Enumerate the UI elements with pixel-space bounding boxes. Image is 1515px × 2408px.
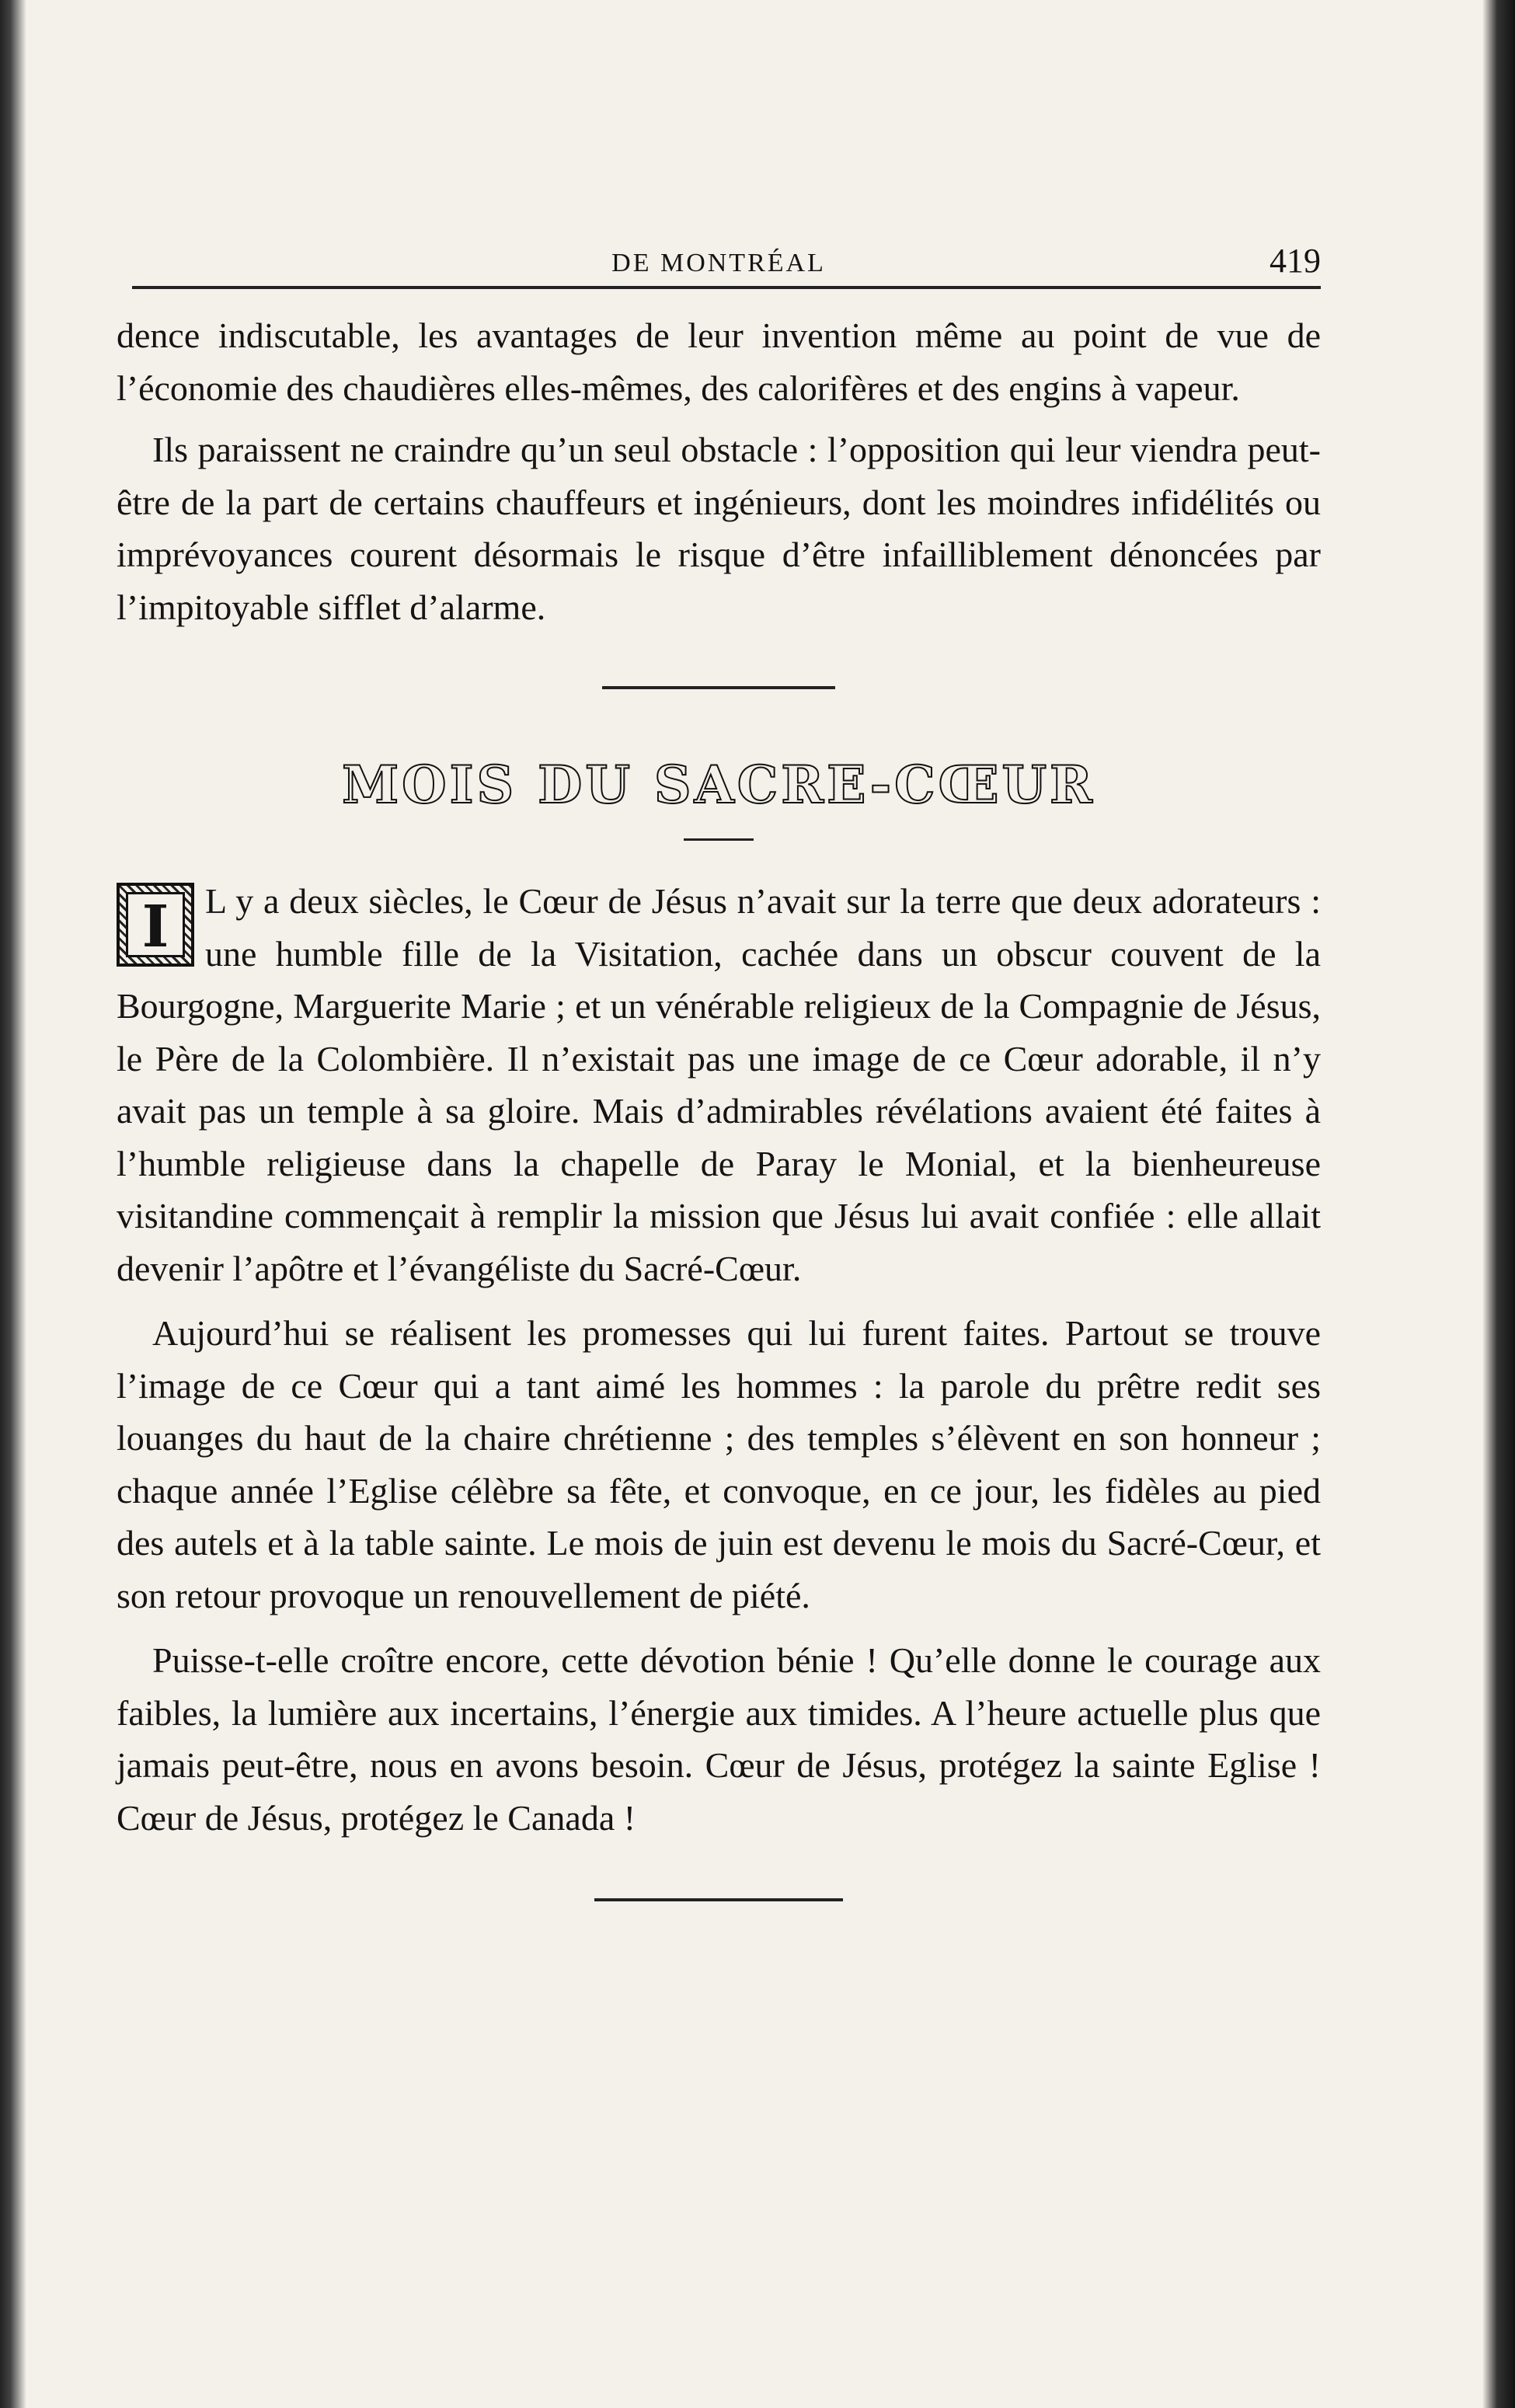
heading-rule	[684, 838, 754, 841]
scan-right-edge	[1482, 0, 1515, 2408]
page-number: 419	[1269, 242, 1321, 280]
section-paragraph-3: Puisse-t-elle croître encore, cette dévotion bénie ! Qu’elle donne le courage aux faibles, la lumière aux incertains, l’énergie aux timides. A l’heure actuelle plus que jamais peut-être, nous en avons besoin. Cœur de Jésus, protégez la sainte Eglise ! Cœur de Jésus, protégez le Canada !	[117, 1640, 1321, 1838]
section-heading: MOIS DU SACRE-CŒUR	[342, 754, 1095, 815]
section-paragraph-1: L y a deux siècles, le Cœur de Jésus n’avait sur la terre que deux adorateurs : une humble fille de la Visitation, cachée dans un obscur couvent de la Bourgogne, Marguerite Marie ; et un vénérable religieux de la Compagnie de Jésus, le Père de la Colombière. Il n’existait pas une image de ce Cœur adorable, il n’y avait pas un temple à sa gloire. Mais d’admirables révélations avaient été faites à l’humble religieuse dans la chapelle de Paray le Monial, et la bienheureuse visitandine commençait à remplir la mission que Jésus lui avait confiée : elle allait devenir l’apôtre et l’évangéliste du Sacré-Cœur.	[117, 881, 1321, 1288]
scan-left-edge	[0, 0, 26, 2408]
book-page	[117, 233, 1321, 1901]
section-paragraph-2: Aujourd’hui se réalisent les promesses qui lui furent faites. Partout se trouve l’image de ce Cœur qui a tant aimé les hommes : la parole du prêtre redit ses louanges du haut de la chaire chrétienne ; des temples s’élèvent en son honneur ; chaque année l’Eglise célèbre sa fête, et convoque, en ce jour, les fidèles au pied des autels et à la table sainte. Le mois de juin est devenu le mois du Sacré-Cœur, et son retour provoque un renouvellement de piété.	[117, 1313, 1321, 1615]
section-separator	[602, 686, 835, 689]
running-head	[117, 233, 1321, 280]
running-title: DE MONTRÉAL	[611, 249, 826, 277]
drop-cap-letter: I	[126, 892, 185, 957]
paragraph-obstacle: Ils paraissent ne craindre qu’un seul obstacle : l’opposition qui leur viendra peut-être de la part de certains chauffeurs et ingénieurs, dont les moindres infidélités ou imprévoyances courent désormais le risque d’être infailliblement dénoncées par l’impitoyable sifflet d’alarme.	[117, 430, 1321, 627]
continued-paragraph: dence indiscutable, les avantages de leur invention même au point de vue de l’économie des chaudières elles-mêmes, des calorifères et des engins à vapeur.	[117, 315, 1321, 408]
drop-cap-ornament	[117, 883, 194, 967]
end-rule	[594, 1898, 843, 1901]
header-rule	[132, 286, 1321, 289]
